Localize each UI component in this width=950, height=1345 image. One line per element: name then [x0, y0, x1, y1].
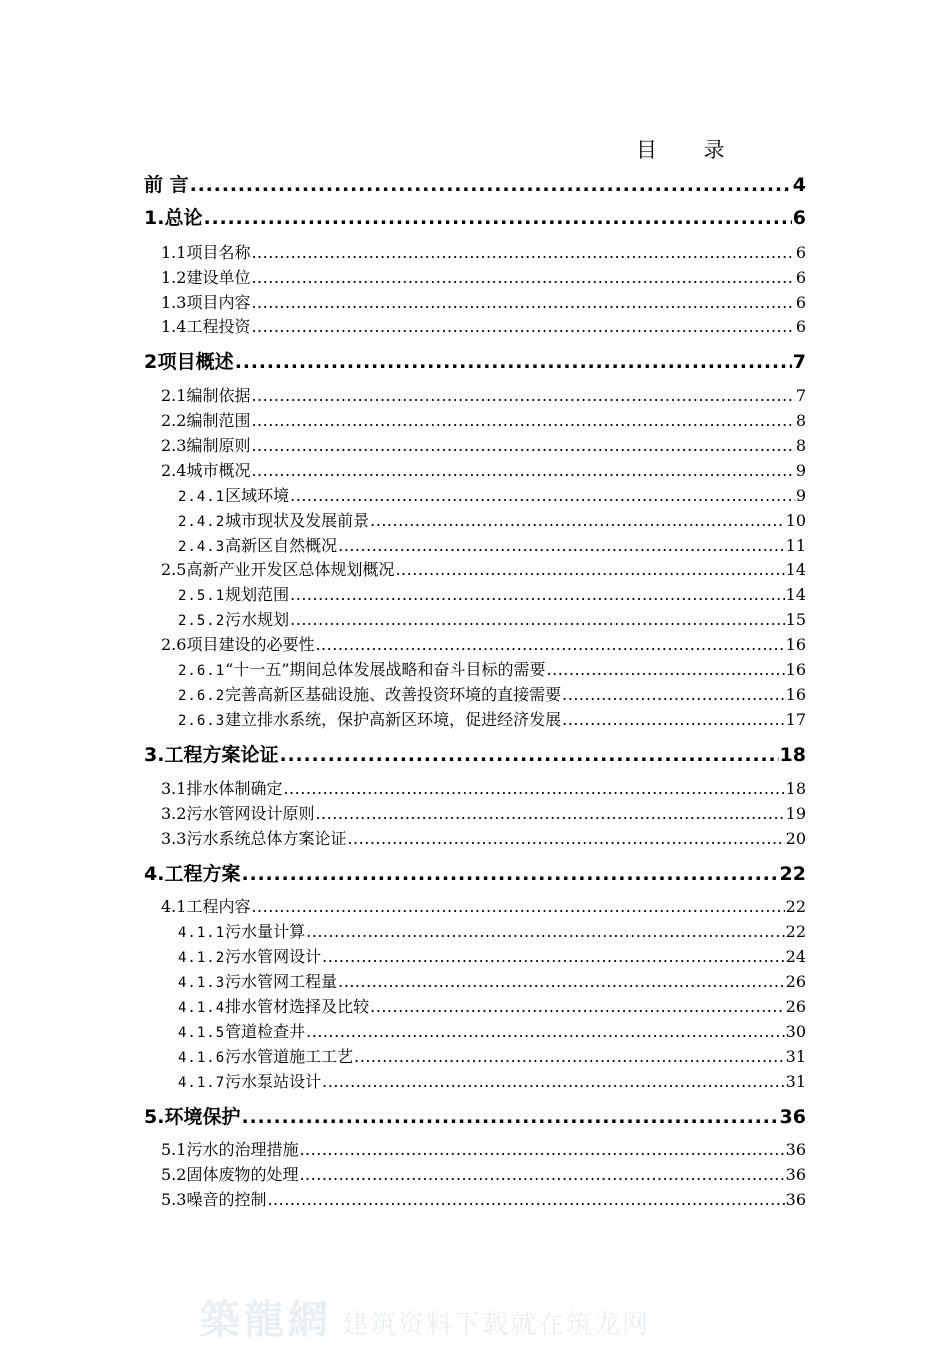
toc-entry-label: 污水管网设计原则: [186, 804, 315, 823]
toc-entry[interactable]: [161, 408, 806, 431]
toc-entry-page: 6: [792, 207, 806, 229]
toc-entry-label: 污水量计算: [225, 922, 306, 941]
toc-entry-number: 2.2: [161, 411, 187, 430]
toc-leader-dots: [370, 511, 784, 530]
toc-entry[interactable]: [161, 1162, 806, 1185]
toc-entry[interactable]: [178, 969, 806, 992]
toc-entry[interactable]: [178, 944, 806, 967]
toc-entry-number: 3.1: [161, 779, 187, 798]
toc-entry-page: 9: [795, 486, 806, 505]
toc-entry-label: 编制原则: [186, 436, 251, 455]
toc-leader-dots: [251, 317, 794, 336]
toc-entry[interactable]: [144, 347, 806, 374]
toc-entry-label: 前 言: [144, 174, 189, 196]
toc-entry[interactable]: [178, 483, 806, 506]
toc-entry-page: 6: [795, 293, 806, 312]
toc-entry-number: 1.: [144, 207, 165, 229]
toc-entry-label: 编制范围: [186, 411, 251, 430]
toc-entry[interactable]: [161, 290, 806, 313]
toc-entry-label: 噪音的控制: [186, 1190, 267, 1209]
toc-leader-dots: [562, 685, 784, 704]
toc-entry[interactable]: [178, 508, 806, 531]
toc-entry-page: 7: [795, 386, 806, 405]
toc-leader-dots: [315, 635, 784, 654]
toc-entry[interactable]: [161, 1137, 806, 1160]
toc-entry-page: 22: [785, 922, 806, 941]
toc-entry-number: 4.1.7: [178, 1075, 226, 1091]
toc-leader-dots: [279, 744, 778, 766]
toc-entry[interactable]: [178, 994, 806, 1017]
toc-leader-dots: [283, 779, 784, 798]
toc-leader-dots: [251, 293, 794, 312]
toc-leader-dots: [306, 1022, 784, 1041]
toc-entry-page: 31: [785, 1047, 806, 1066]
toc-entry-number: 2: [144, 351, 158, 373]
toc-entry-label: 城市现状及发展前景: [225, 511, 370, 530]
toc-entry-label: 编制依据: [186, 386, 251, 405]
toc-entry-number: 1.2: [161, 268, 187, 287]
toc-entry[interactable]: [178, 682, 806, 705]
toc-entry-number: 5.3: [161, 1190, 187, 1209]
toc-leader-dots: [251, 243, 794, 262]
toc-entry-page: 16: [785, 685, 806, 704]
toc-entry-number: 2.6.2: [178, 688, 226, 704]
toc-entry-number: 2.5: [161, 560, 187, 579]
toc-entry-label: 污水系统总体方案论证: [186, 829, 347, 848]
toc-entry-number: 2.4.1: [178, 489, 226, 505]
toc-entry-page: 19: [785, 804, 806, 823]
toc-entry[interactable]: [178, 1019, 806, 1042]
toc-entry-page: 36: [785, 1165, 806, 1184]
toc-entry-number: 1.3: [161, 293, 187, 312]
toc-leader-dots: [322, 1072, 784, 1091]
toc-leader-dots: [562, 710, 784, 729]
toc-entry[interactable]: [161, 265, 806, 288]
toc-entry[interactable]: [178, 1069, 806, 1092]
toc-entry-label: 污水规划: [225, 610, 290, 629]
toc-leader-dots: [190, 174, 792, 196]
toc-leader-dots: [251, 268, 794, 287]
toc-leader-dots: [315, 804, 784, 823]
toc-entry[interactable]: [161, 1187, 806, 1210]
toc-leader-dots: [251, 386, 794, 405]
toc-entry-number: 1.1: [161, 243, 187, 262]
toc-entry-number: 4.1.5: [178, 1025, 226, 1041]
toc-entry-number: 4.1.3: [178, 975, 226, 991]
toc-leader-dots: [251, 897, 784, 916]
toc-entry-page: 24: [785, 947, 806, 966]
toc-entry-page: 36: [785, 1190, 806, 1209]
toc-leader-dots: [241, 1106, 778, 1128]
toc-entry[interactable]: [161, 776, 806, 799]
toc-leader-dots: [370, 997, 784, 1016]
toc-entry-page: 8: [795, 436, 806, 455]
toc-entry[interactable]: [178, 1044, 806, 1067]
toc-entry-label: 污水的治理措施: [186, 1140, 299, 1159]
toc-entry-page: 18: [779, 744, 806, 766]
toc-leader-dots: [306, 922, 784, 941]
toc-entry-label: 项目名称: [186, 243, 251, 262]
toc-entry-page: 18: [785, 779, 806, 798]
toc-entry-page: 4: [792, 174, 806, 196]
toc-entry-number: 1.4: [161, 317, 187, 336]
toc-entry-number: 3.: [144, 744, 165, 766]
toc-entry-number: 3.2: [161, 804, 187, 823]
toc-entry-number: 4.1.6: [178, 1050, 226, 1066]
toc-entry[interactable]: [178, 707, 806, 730]
toc-entry-number: 5.: [144, 1106, 165, 1128]
toc-entry[interactable]: [161, 240, 806, 263]
toc-leader-dots: [251, 461, 794, 480]
toc-entry[interactable]: [178, 919, 806, 942]
toc-entry[interactable]: [161, 458, 806, 481]
toc-entry-number: 4.1.4: [178, 1000, 226, 1016]
toc-entry-label: “十一五”期间总体发展战略和奋斗目标的需要: [225, 660, 546, 679]
toc-leader-dots: [299, 1140, 784, 1159]
toc-entry-label: 项目概述: [157, 351, 234, 373]
toc-entry-page: 8: [795, 411, 806, 430]
toc-entry-number: 2.4.3: [178, 539, 226, 555]
toc-entry-page: 22: [779, 863, 806, 885]
toc-leader-dots: [547, 660, 785, 679]
toc-entry[interactable]: [161, 632, 806, 655]
toc-entry-label: 固体废物的处理: [186, 1165, 299, 1184]
toc-entry-number: 2.4.2: [178, 514, 226, 530]
toc-entry-number: 4.1.2: [178, 950, 226, 966]
toc-entry-label: 建立排水系统，保护高新区环境，促进经济发展: [225, 710, 562, 729]
toc-leader-dots: [235, 351, 792, 373]
toc-entry-number: 2.5.2: [178, 613, 226, 629]
toc-leader-dots: [203, 207, 791, 229]
toc-entry-page: 22: [785, 897, 806, 916]
toc-entry-label: 排水管材选择及比较: [225, 997, 370, 1016]
toc-entry[interactable]: [161, 801, 806, 824]
toc-entry-page: 26: [785, 972, 806, 991]
toc-entry-label: 建设单位: [186, 268, 251, 287]
toc-leader-dots: [290, 486, 795, 505]
toc-entry-number: 2.6.1: [178, 663, 226, 679]
toc-entry-label: 污水管网工程量: [225, 972, 338, 991]
toc-entry-number: 2.3: [161, 436, 187, 455]
toc-entry-page: 36: [785, 1140, 806, 1159]
toc-entry-number: 2.1: [161, 386, 187, 405]
toc-entry-number: 4.1: [161, 897, 187, 916]
watermark-sub: 建筑资料下载就在筑龙网: [342, 1310, 651, 1340]
toc-leader-dots: [338, 536, 784, 555]
toc-entry[interactable]: [144, 203, 806, 230]
toc-leader-dots: [322, 947, 784, 966]
toc-entry-label: 项目内容: [186, 293, 251, 312]
toc-leader-dots: [299, 1165, 784, 1184]
toc-entry-number: 4.1.1: [178, 925, 226, 941]
toc-entry-label: 完善高新区基础设施、改善投资环境的直接需要: [225, 685, 562, 704]
toc-entry-label: 高新区自然概况: [225, 536, 338, 555]
toc-entry-label: 总论: [164, 207, 203, 229]
toc-entry-page: 7: [792, 351, 806, 373]
toc-entry-label: 工程方案论证: [164, 744, 279, 766]
toc-entry-page: 6: [795, 268, 806, 287]
toc-entry-number: 2.5.1: [178, 588, 226, 604]
toc-entry-number: 2.4: [161, 461, 187, 480]
toc-entry-page: 16: [785, 635, 806, 654]
toc-entry-page: 15: [785, 610, 806, 629]
toc-leader-dots: [251, 436, 794, 455]
toc-entry[interactable]: [178, 607, 806, 630]
toc-entry-label: 工程内容: [186, 897, 251, 916]
toc-entry-label: 高新产业开发区总体规划概况: [186, 560, 395, 579]
toc-entry-label: 排水体制确定: [186, 779, 283, 798]
toc-entry[interactable]: [161, 383, 806, 406]
toc-leader-dots: [267, 1190, 784, 1209]
toc-entry-label: 城市概况: [186, 461, 251, 480]
toc-entry-number: 5.2: [161, 1165, 187, 1184]
toc-entry-label: 污水泵站设计: [225, 1072, 322, 1091]
toc-entry-number: 5.1: [161, 1140, 187, 1159]
toc-entry-page: 11: [785, 536, 806, 555]
toc-entry-number: 2.6.3: [178, 713, 226, 729]
toc-entry-number: 3.3: [161, 829, 187, 848]
toc-entry[interactable]: [144, 1102, 806, 1129]
toc-entry-page: 6: [795, 317, 806, 336]
toc-entry-page: 31: [785, 1072, 806, 1091]
toc-entry-page: 14: [785, 585, 806, 604]
toc-entry[interactable]: [161, 557, 806, 580]
toc-entry-label: 工程投资: [186, 317, 251, 336]
toc-entry-page: 14: [785, 560, 806, 579]
toc-leader-dots: [290, 610, 784, 629]
toc-entry[interactable]: [144, 740, 806, 767]
toc-entry-page: 16: [785, 660, 806, 679]
toc-entry[interactable]: [178, 657, 806, 680]
toc-entry-label: 规划范围: [225, 585, 290, 604]
toc-entry-page: 10: [785, 511, 806, 530]
toc-entry-number: 4.: [144, 863, 165, 885]
toc-entry[interactable]: [178, 582, 806, 605]
toc-leader-dots: [347, 829, 784, 848]
toc-entry[interactable]: [161, 433, 806, 456]
toc-entry[interactable]: [178, 533, 806, 556]
toc-entry-page: 9: [795, 461, 806, 480]
toc-entry[interactable]: [161, 314, 806, 337]
toc-leader-dots: [251, 411, 794, 430]
toc-entry-label: 环境保护: [164, 1106, 241, 1128]
toc-entry[interactable]: [161, 826, 806, 849]
toc-leader-dots: [290, 585, 784, 604]
toc-entry-label: 区域环境: [225, 486, 290, 505]
watermark: [200, 1288, 650, 1345]
toc-entry[interactable]: [144, 170, 806, 197]
toc-entry-page: 30: [785, 1022, 806, 1041]
toc-entry-label: 污水管道施工工艺: [225, 1047, 354, 1066]
toc-entry-number: 2.6: [161, 635, 187, 654]
toc-leader-dots: [241, 863, 778, 885]
toc-entry-page: 6: [795, 243, 806, 262]
toc-title: 目 录: [636, 138, 745, 162]
toc-leader-dots: [338, 972, 784, 991]
toc-entry-page: 17: [785, 710, 806, 729]
toc-entry-label: 项目建设的必要性: [186, 635, 315, 654]
toc-entry[interactable]: [144, 859, 806, 886]
toc-entry-page: 20: [785, 829, 806, 848]
toc-leader-dots: [395, 560, 784, 579]
toc-entry-label: 管道检查井: [225, 1022, 306, 1041]
toc-entry-page: 26: [785, 997, 806, 1016]
toc-leader-dots: [354, 1047, 784, 1066]
toc-entry-label: 工程方案: [164, 863, 241, 885]
toc-entry[interactable]: [161, 894, 806, 917]
toc-entry-page: 36: [779, 1106, 806, 1128]
watermark-main: 築龍網: [200, 1296, 332, 1343]
toc-entry-label: 污水管网设计: [225, 947, 322, 966]
